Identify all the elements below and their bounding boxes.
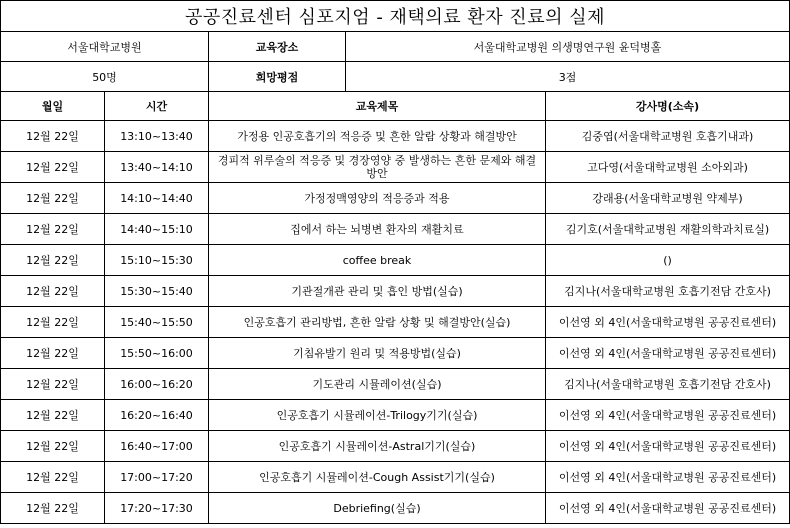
row-time: 15:50~16:00 bbox=[105, 338, 209, 369]
row-topic: 경피적 위루술의 적응증 및 경장영양 중 발생하는 흔한 문제와 해결방안 bbox=[209, 152, 546, 183]
table-row bbox=[1, 121, 790, 152]
credit-label: 희망평점 bbox=[209, 62, 346, 92]
row-speaker: 고다영(서울대학교병원 소아외과) bbox=[546, 152, 790, 183]
row-time: 17:00~17:20 bbox=[105, 462, 209, 493]
table-row bbox=[1, 462, 790, 493]
page-title: 공공진료센터 심포지엄 - 재택의료 환자 진료의 실제 bbox=[1, 1, 790, 32]
row-date: 12월 22일 bbox=[1, 369, 105, 400]
row-time: 15:40~15:50 bbox=[105, 307, 209, 338]
row-speaker: 김지나(서울대학교병원 호흡기전담 간호사) bbox=[546, 369, 790, 400]
row-time: 13:40~14:10 bbox=[105, 152, 209, 183]
row-speaker: 김지나(서울대학교병원 호흡기전담 간호사) bbox=[546, 276, 790, 307]
table-row bbox=[1, 400, 790, 431]
row-speaker: 이선영 외 4인(서울대학교병원 공공진료센터) bbox=[546, 431, 790, 462]
header-date: 월일 bbox=[1, 92, 105, 121]
row-date: 12월 22일 bbox=[1, 307, 105, 338]
place-label: 교육장소 bbox=[209, 32, 346, 62]
row-time: 15:30~15:40 bbox=[105, 276, 209, 307]
table-row bbox=[1, 245, 790, 276]
table-row bbox=[1, 152, 790, 183]
header-topic: 교육제목 bbox=[209, 92, 546, 121]
row-time: 14:40~15:10 bbox=[105, 214, 209, 245]
row-topic: 인공호흡기 시뮬레이션-Astral기기(실습) bbox=[209, 431, 546, 462]
table-row bbox=[1, 431, 790, 462]
row-topic: 가정정맥영양의 적응증과 적용 bbox=[209, 183, 546, 214]
header-time: 시간 bbox=[105, 92, 209, 121]
row-topic: 인공호흡기 시뮬레이션-Cough Assist기기(실습) bbox=[209, 462, 546, 493]
row-topic: 인공호흡기 관리방법, 흔한 알람 상황 및 해결방안(실습) bbox=[209, 307, 546, 338]
row-date: 12월 22일 bbox=[1, 214, 105, 245]
row-speaker: () bbox=[546, 245, 790, 276]
row-date: 12월 22일 bbox=[1, 338, 105, 369]
place-value: 서울대학교병원 의생명연구원 윤덕병홀 bbox=[346, 32, 790, 62]
row-date: 12월 22일 bbox=[1, 431, 105, 462]
row-speaker: 김중엽(서울대학교병원 호흡기내과) bbox=[546, 121, 790, 152]
row-speaker: 이선영 외 4인(서울대학교병원 공공진료센터) bbox=[546, 307, 790, 338]
row-time: 17:20~17:30 bbox=[105, 493, 209, 524]
table-row bbox=[1, 276, 790, 307]
header-speaker: 강사명(소속) bbox=[546, 92, 790, 121]
row-time: 13:10~13:40 bbox=[105, 121, 209, 152]
row-date: 12월 22일 bbox=[1, 462, 105, 493]
row-topic: 가정용 인공호흡기의 적응증 및 흔한 알람 상황과 해결방안 bbox=[209, 121, 546, 152]
row-date: 12월 22일 bbox=[1, 183, 105, 214]
table-row bbox=[1, 338, 790, 369]
row-time: 14:10~14:40 bbox=[105, 183, 209, 214]
row-date: 12월 22일 bbox=[1, 276, 105, 307]
row-time: 16:00~16:20 bbox=[105, 369, 209, 400]
row-topic: 기침유발기 원리 및 적용방법(실습) bbox=[209, 338, 546, 369]
capacity-value: 50명 bbox=[1, 62, 209, 92]
row-time: 16:20~16:40 bbox=[105, 400, 209, 431]
row-topic: 집에서 하는 뇌병변 환자의 재활치료 bbox=[209, 214, 546, 245]
row-speaker: 이선영 외 4인(서울대학교병원 공공진료센터) bbox=[546, 462, 790, 493]
row-date: 12월 22일 bbox=[1, 400, 105, 431]
host-value: 서울대학교병원 bbox=[1, 32, 209, 62]
row-speaker: 이선영 외 4인(서울대학교병원 공공진료센터) bbox=[546, 338, 790, 369]
row-speaker: 이선영 외 4인(서울대학교병원 공공진료센터) bbox=[546, 493, 790, 524]
row-topic: 인공호흡기 시뮬레이션-Trilogy기기(실습) bbox=[209, 400, 546, 431]
row-topic: coffee break bbox=[209, 245, 546, 276]
table-row bbox=[1, 493, 790, 524]
row-speaker: 이선영 외 4인(서울대학교병원 공공진료센터) bbox=[546, 400, 790, 431]
table-row bbox=[1, 369, 790, 400]
row-speaker: 강래용(서울대학교병원 약제부) bbox=[546, 183, 790, 214]
table-row bbox=[1, 307, 790, 338]
row-topic: 기관절개관 관리 및 흡인 방법(실습) bbox=[209, 276, 546, 307]
row-date: 12월 22일 bbox=[1, 121, 105, 152]
table-row bbox=[1, 214, 790, 245]
table-row bbox=[1, 183, 790, 214]
row-speaker: 김기호(서울대학교병원 재활의학과치료실) bbox=[546, 214, 790, 245]
row-topic: 기도관리 시뮬레이션(실습) bbox=[209, 369, 546, 400]
schedule-rows bbox=[1, 121, 790, 524]
row-date: 12월 22일 bbox=[1, 493, 105, 524]
row-time: 16:40~17:00 bbox=[105, 431, 209, 462]
row-time: 15:10~15:30 bbox=[105, 245, 209, 276]
row-date: 12월 22일 bbox=[1, 245, 105, 276]
row-topic: Debriefing(실습) bbox=[209, 493, 546, 524]
credit-value: 3점 bbox=[346, 62, 790, 92]
row-date: 12월 22일 bbox=[1, 152, 105, 183]
